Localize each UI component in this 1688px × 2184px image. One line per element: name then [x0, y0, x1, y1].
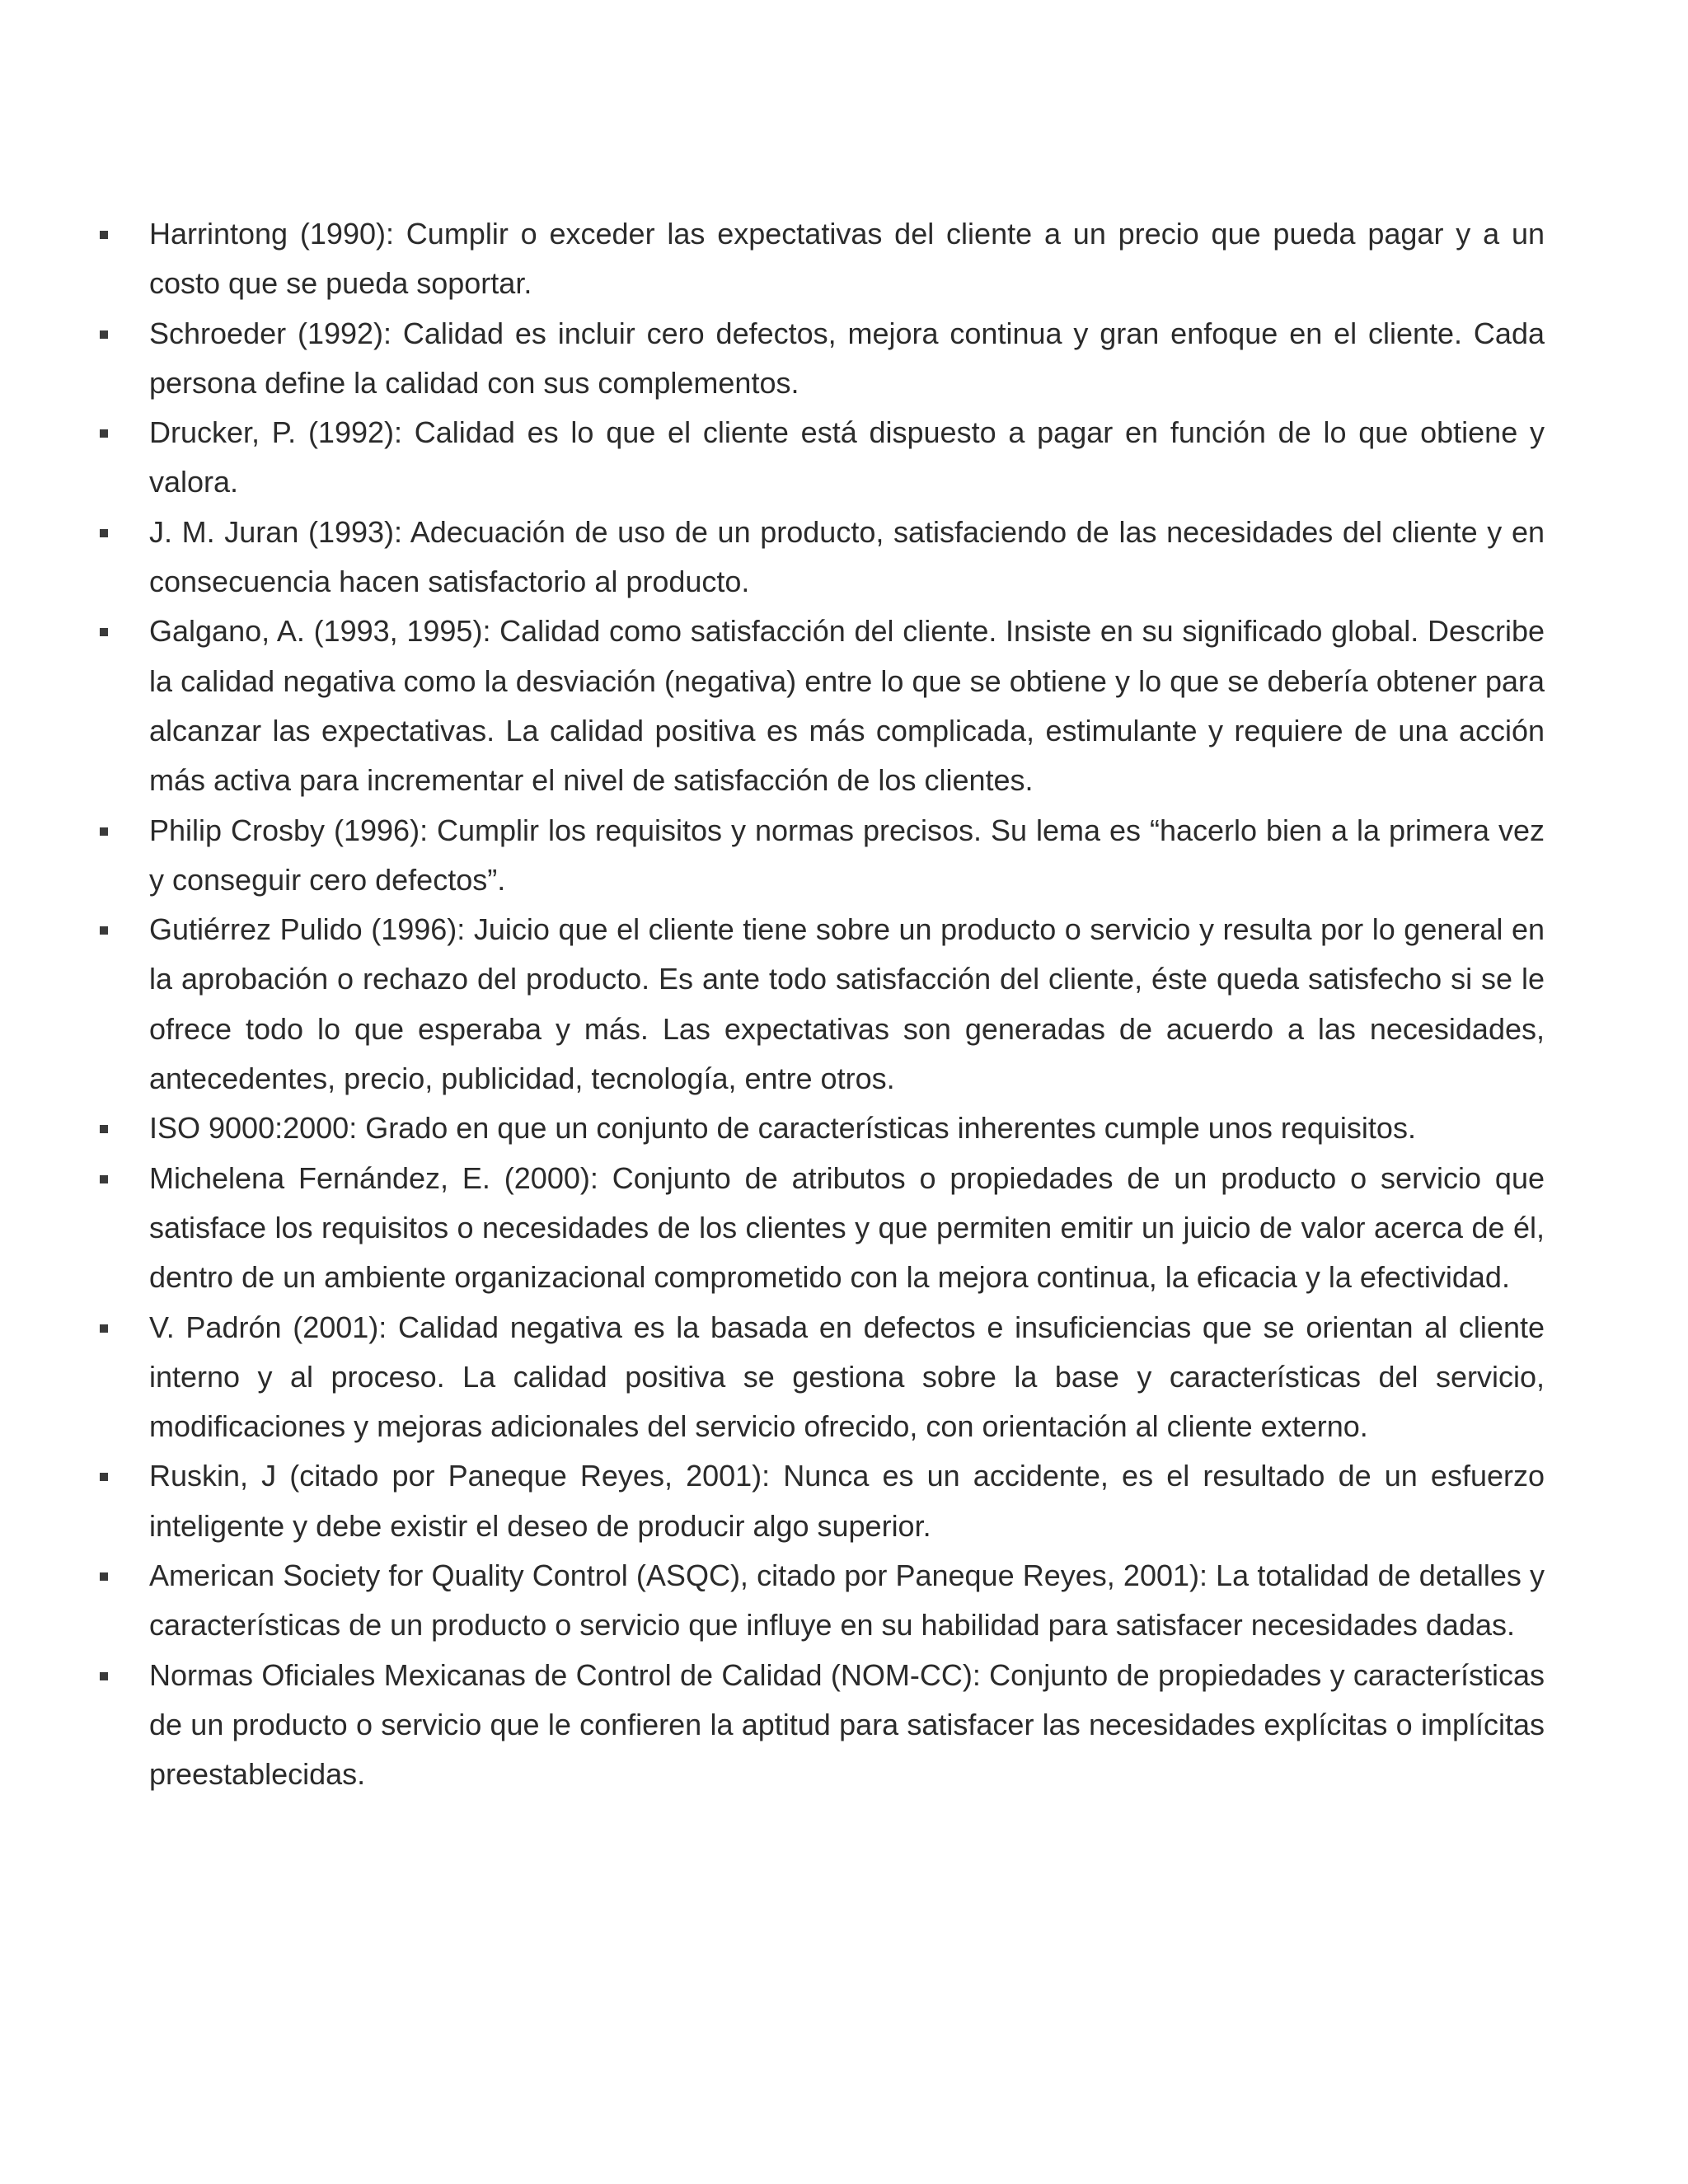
square-bullet-icon [100, 1125, 108, 1133]
list-item [0, 1551, 1688, 1651]
list-item [0, 508, 1688, 607]
square-bullet-icon [100, 827, 108, 836]
list-item [0, 905, 1688, 1104]
square-bullet-icon [100, 330, 108, 339]
definition-text: J. M. Juran (1993): Adecuación de uso de un producto, satisfaciendo de las necesidades del cliente y en consecuencia hacen satisfactorio al producto. [149, 514, 1545, 599]
square-bullet-icon [100, 429, 108, 438]
list-item [0, 607, 1688, 805]
definition-text: ISO 9000:2000: Grado en que un conjunto de características inherentes cumple unos requisitos. [149, 1111, 1416, 1146]
list-item [0, 1451, 1688, 1551]
definition-text: Galgano, A. (1993, 1995): Calidad como satisfacción del cliente. Insiste en su significado global. Describe la calidad negativa como la desviación (negativa) entre lo que se obtiene y lo que se debería obtener para alcanzar las expectativas. La calidad positiva es más complicada, estimulante y requiere de una acción más activa para incrementar el nivel de satisfacción de los clientes. [149, 614, 1545, 798]
definition-text: Ruskin, J (citado por Paneque Reyes, 2001): Nunca es un accidente, es el resultado de un esfuerzo inteligente y debe existir el deseo de producir algo superior. [149, 1459, 1545, 1543]
definition-text: American Society for Quality Control (ASQC), citado por Paneque Reyes, 2001): La totalidad de detalles y características de un producto o servicio que influye en su habilidad para satisfacer necesidades dadas. [149, 1558, 1545, 1643]
square-bullet-icon [100, 1572, 108, 1581]
definition-text: Harrintong (1990): Cumplir o exceder las expectativas del cliente a un precio que pueda pagar y a un costo que se pueda soportar. [149, 217, 1545, 301]
list-item [0, 1303, 1688, 1452]
square-bullet-icon [100, 1175, 108, 1183]
definition-text: Gutiérrez Pulido (1996): Juicio que el cliente tiene sobre un producto o servicio y resulta por lo general en la aprobación o rechazo del producto. Es ante todo satisfacción del cliente, éste queda satisfecho si se le ofrece todo lo que esperaba y más. Las expectativas son generadas de acuerdo a las necesidades, antecedentes, precio, publicidad, tecnología, entre otros. [149, 912, 1545, 1096]
list-item [0, 1154, 1688, 1303]
list-item [0, 309, 1688, 409]
list-item [0, 1651, 1688, 1800]
square-bullet-icon [100, 1324, 108, 1333]
list-item [0, 806, 1688, 906]
list-item [0, 408, 1688, 508]
definition-text: Drucker, P. (1992): Calidad es lo que el cliente está dispuesto a pagar en función de lo que obtiene y valora. [149, 415, 1545, 499]
square-bullet-icon [100, 1672, 108, 1680]
definition-text: Normas Oficiales Mexicanas de Control de Calidad (NOM-CC): Conjunto de propiedades y características de un producto o servicio que le confieren la aptitud para satisfacer las necesidades explícitas o implícitas preestablecidas. [149, 1657, 1545, 1792]
definition-text: Schroeder (1992): Calidad es incluir cero defectos, mejora continua y gran enfoque en el cliente. Cada persona define la calidad con sus complementos. [149, 316, 1545, 400]
quality-definitions-list [0, 209, 1688, 1800]
list-item [0, 1104, 1688, 1153]
definition-text: Michelena Fernández, E. (2000): Conjunto de atributos o propiedades de un producto o servicio que satisface los requisitos o necesidades de los clientes y que permiten emitir un juicio de valor acerca de él, dentro de un ambiente organizacional comprometido con la mejora continua, la eficacia y la efectividad. [149, 1160, 1545, 1295]
square-bullet-icon [100, 628, 108, 636]
list-item [0, 209, 1688, 309]
definition-text: V. Padrón (2001): Calidad negativa es la basada en defectos e insuficiencias que se orientan al cliente interno y al proceso. La calidad positiva se gestiona sobre la base y características del servicio, modificaciones y mejoras adicionales del servicio ofrecido, con orientación al cliente externo. [149, 1310, 1545, 1444]
square-bullet-icon [100, 1473, 108, 1481]
definition-text: Philip Crosby (1996): Cumplir los requisitos y normas precisos. Su lema es “hacerlo bien a la primera vez y conseguir cero defectos”. [149, 813, 1545, 897]
square-bullet-icon [100, 231, 108, 239]
square-bullet-icon [100, 529, 108, 537]
square-bullet-icon [100, 926, 108, 935]
